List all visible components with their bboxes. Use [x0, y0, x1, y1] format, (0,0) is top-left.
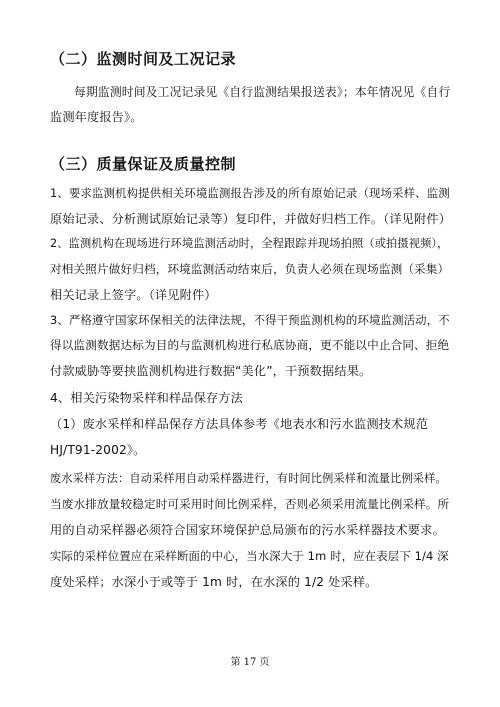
paragraph-line: 监测年度报告》。 [50, 110, 143, 124]
paragraph-line: 付款威胁等要挟监测机构进行数据“美化”，干预数据结果。 [50, 364, 372, 378]
paragraph-line: 2、监测机构在现场进行环境监测活动时，全程跟踪并现场拍照（或拍摄视频）， [50, 237, 449, 250]
paragraph-line: （1）废水采样和样品保存方法具体参考《地表水和污水监测技术规范 [50, 417, 429, 431]
paragraph-line: HJ/T91-2002》。 [50, 443, 146, 457]
paragraph-line: 度处采样；水深小于或等于 1m 时，在水深的 1/2 处采样。 [50, 575, 378, 589]
paragraph-line: 用的自动采样器必须符合国家环境保护总局颁布的污水采样器技术要求。 [50, 523, 445, 537]
section-heading-quality-control: （三）质量保证及质量控制 [50, 155, 237, 173]
paragraph-line: 对相关照片做好归档，环境监测活动结束后，负责人必须在现场监测（采集） [50, 262, 450, 276]
paragraph-line: 得以监测数据达标为目的与监测机构进行私底协商，更不能以中止合同、拒绝 [50, 338, 450, 352]
paragraph-line: 相关记录上签字。（详见附件） [50, 288, 217, 302]
paragraph-line: 当废水排放量较稳定时可采用时间比例采样，否则必须采用流量比例采样。所 [50, 497, 450, 511]
paragraph-line: 3、严格遵守国家环保相关的法律法规，不得干预监测机构的环境监测活动，不 [50, 313, 450, 327]
page-number: 第 17 页 [230, 657, 270, 668]
paragraph-line: 每期监测时间及工况记录见《自行监测结果报送表》；本年情况见《自行 [74, 85, 451, 99]
paragraph-line: 原始记录、分析测试原始记录等）复印件，并做好归档工作。（详见附件） [50, 212, 452, 226]
paragraph-line: 实际的采样位置应在采样断面的中心，当水深大于 1m 时，应在表层下 1/4 深 [50, 549, 449, 563]
section-heading-monitoring-time: （二）监测时间及工况记录 [50, 50, 237, 68]
paragraph-line: 废水采样方法：自动采样用自动采样器进行，有时间比例采样和流量比例采样。 [50, 472, 447, 485]
paragraph-line: 1、要求监测机构提供相关环境监测报告涉及的所有原始记录（现场采样、监测 [50, 186, 450, 200]
paragraph-line: 4、相关污染物采样和样品保存方法 [50, 391, 243, 405]
